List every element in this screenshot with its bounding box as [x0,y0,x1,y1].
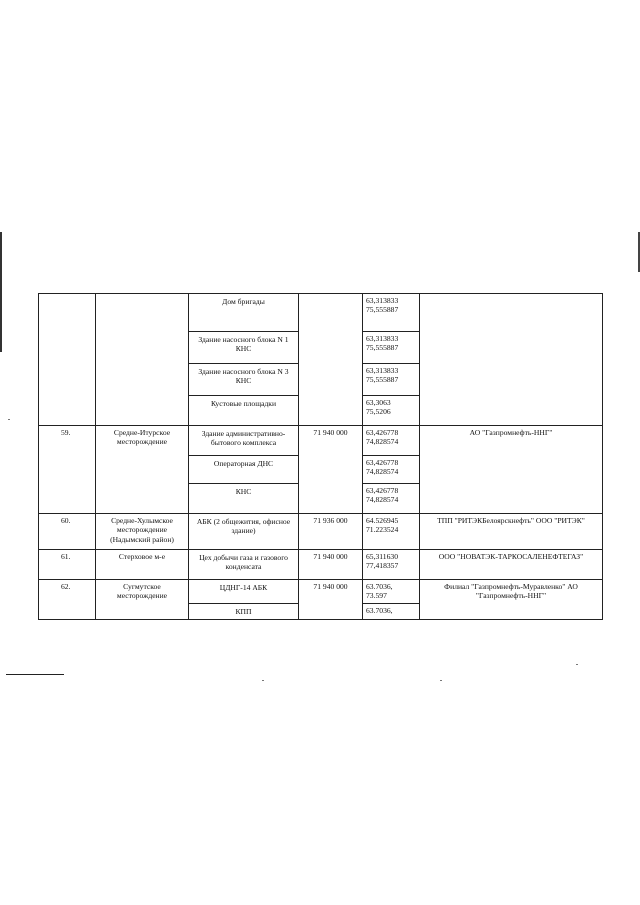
coordinates: 64.526945 71.223524 [363,514,420,550]
organization-name: ООО "НОВАТЭК-ТАРКОСАЛЕНЕФТЕГАЗ" [420,550,603,580]
row-number [39,294,96,426]
object-name: КПП [189,604,299,620]
organization-name [420,294,603,426]
oktmo-code: 71 940 000 [299,550,363,580]
coordinates: 63,313833 75,555887 [363,332,420,364]
object-name: Операторная ДНС [189,456,299,484]
deposit-name: Сугмутское месторождение [96,580,189,620]
coordinates: 63,313833 75,555887 [363,294,420,332]
row-number: 60. [39,514,96,550]
organization-name: АО "Газпромнефть-ННГ" [420,426,603,514]
deposit-name: Стерховое м-е [96,550,189,580]
table-row [39,514,603,550]
object-name: Цех добычи газа и газового конденсата [189,550,299,580]
coordinates: 63,426778 74,828574 [363,484,420,514]
scan-rule [6,674,64,675]
object-name: Здание насосного блока N 1 КНС [189,332,299,364]
scan-speck [8,419,10,420]
oktmo-code: 71 936 000 [299,514,363,550]
row-number: 59. [39,426,96,514]
oktmo-code [299,294,363,426]
row-number: 62. [39,580,96,620]
coordinates: 63.7036, 73.597 [363,580,420,604]
table-row [39,550,603,580]
coordinates: 63,3063 75,5206 [363,396,420,426]
coordinates: 63.7036, [363,604,420,620]
scan-speck [576,664,578,665]
table-row [39,294,603,332]
oktmo-code: 71 940 000 [299,426,363,514]
deposit-name: Средне-Итурское месторождение [96,426,189,514]
object-name: Кустовые площадки [189,396,299,426]
oktmo-code: 71 940 000 [299,580,363,620]
object-name: Здание административно-бытового комплекса [189,426,299,456]
coordinates: 65,311630 77,418357 [363,550,420,580]
scan-edge-left [0,232,2,352]
row-number: 61. [39,550,96,580]
registry-table [38,293,603,620]
object-name: АБК (2 общежития, офисное здание) [189,514,299,550]
table-row [39,580,603,604]
deposit-name: Средне-Хулымское месторождение (Надымский район) [96,514,189,550]
scan-speck [262,680,264,681]
object-name: ЦДНГ-14 АБК [189,580,299,604]
coordinates: 63,426778 74,828574 [363,456,420,484]
table-row [39,426,603,456]
object-name: КНС [189,484,299,514]
scan-speck [440,680,442,681]
object-name: Дом бригады [189,294,299,332]
object-name: Здание насосного блока N 3 КНС [189,364,299,396]
organization-name: Филиал "Газпромнефть-Муравленко" АО "Газпромнефть-ННГ" [420,580,603,620]
deposit-name [96,294,189,426]
organization-name: ТПП "РИТЭКБелоярскнефть" ООО "РИТЭК" [420,514,603,550]
coordinates: 63,426778 74,828574 [363,426,420,456]
coordinates: 63,313833 75,555887 [363,364,420,396]
